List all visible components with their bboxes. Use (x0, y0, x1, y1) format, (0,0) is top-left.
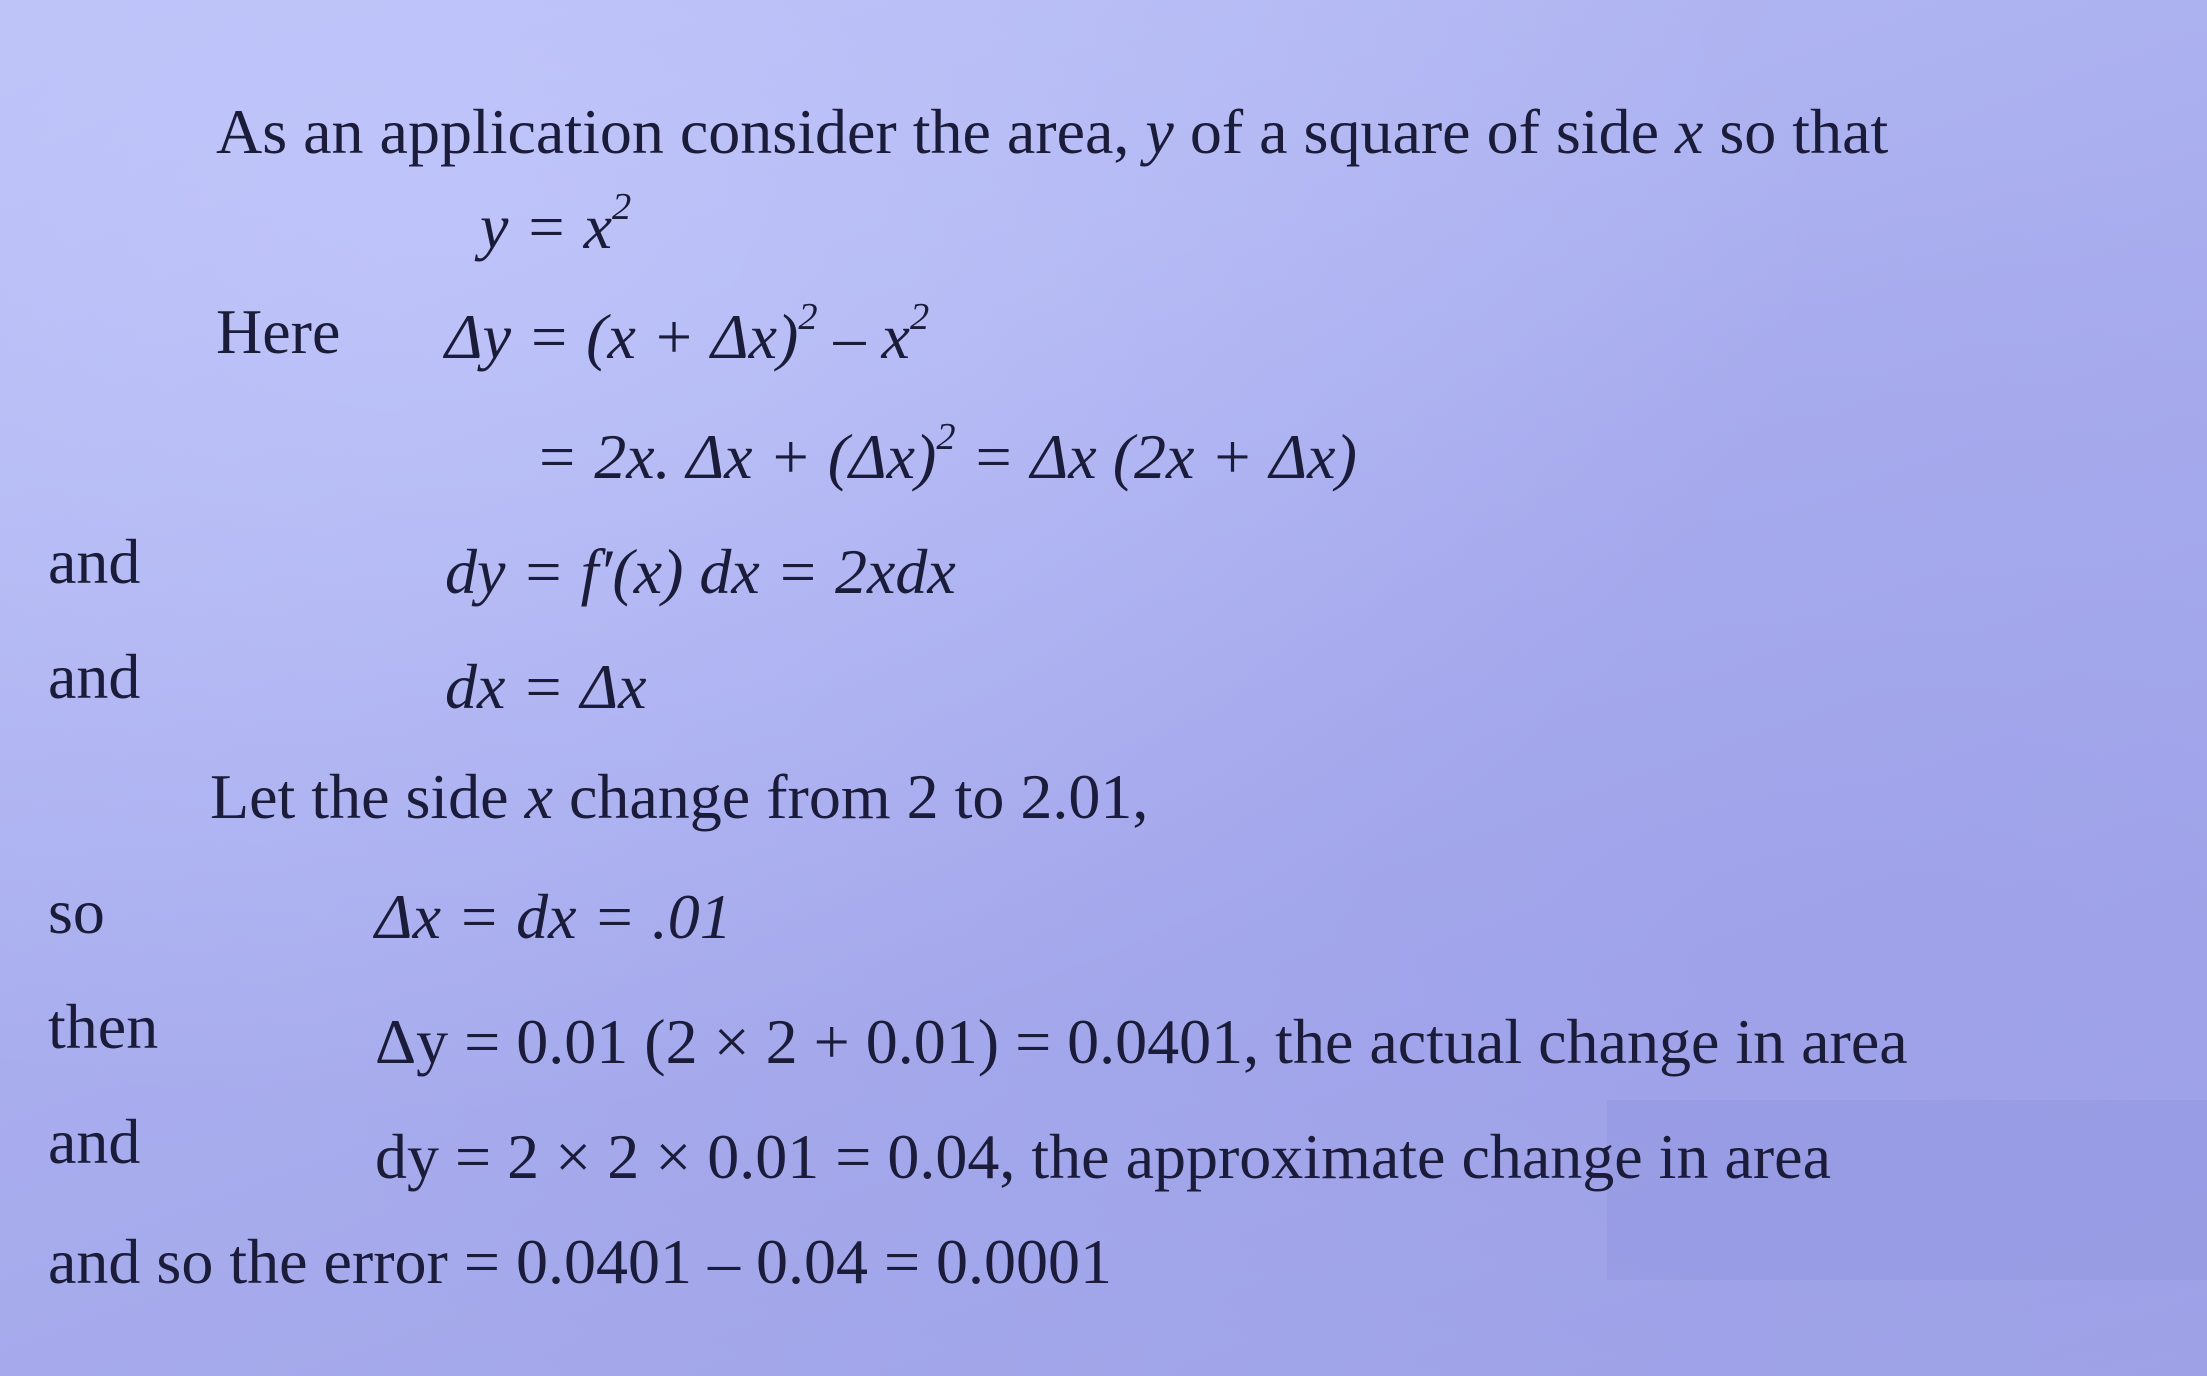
error-conclusion: and so the error = 0.0401 – 0.04 = 0.0001 (48, 1226, 1113, 1297)
label-and-2: and (48, 641, 141, 712)
delta-y-expansion (535, 416, 1357, 492)
expansion-part-b: = Δx (2x + Δx) (955, 421, 1357, 492)
intro-text-b: of a square of side (1173, 96, 1675, 167)
intro-text-a: As an application consider the area, (216, 96, 1146, 167)
intro-sentence (216, 96, 1889, 167)
delta-y-expr-a: Δy = (x + Δx) (445, 301, 799, 372)
label-so: so (48, 876, 105, 947)
dx-equals-delta-x: dx = Δx (445, 651, 647, 722)
dy-differential: dy = f′(x) dx = 2xdx (445, 536, 956, 607)
let-text-a: Let the side (210, 761, 525, 832)
delta-y-definition (445, 296, 930, 372)
here-label: Here (216, 296, 341, 367)
label-then: then (48, 991, 159, 1062)
eq1-equals: = (508, 191, 584, 262)
delta-y-exp1: 2 (798, 296, 818, 339)
expansion-exponent: 2 (936, 416, 956, 459)
delta-x-value: Δx = dx = .01 (375, 881, 732, 952)
delta-y-expr-b: – x (817, 301, 910, 372)
delta-y-exp2: 2 (909, 296, 930, 339)
let-text-b: change from 2 to 2.01, (552, 761, 1149, 832)
label-and-1: and (48, 526, 141, 597)
intro-text-c: so that (1703, 96, 1889, 167)
intro-var-y: y (1145, 96, 1174, 167)
actual-change-line: Δy = 0.01 (2 × 2 + 0.01) = 0.0401, the actual change in area (375, 1006, 1908, 1077)
expansion-part-a: = 2x. Δx + (Δx) (535, 421, 937, 492)
eq1-exponent: 2 (612, 186, 632, 229)
let-var-x: x (524, 761, 553, 832)
label-and-3: and (48, 1106, 141, 1177)
approximate-change-line: dy = 2 × 2 × 0.01 = 0.04, the approximate change in area (375, 1121, 1831, 1192)
eq1-base: x (583, 191, 612, 262)
equation-y-equals-x-squared (480, 186, 632, 262)
let-side-change-sentence (210, 761, 1149, 832)
intro-var-x: x (1674, 96, 1704, 167)
eq1-lhs: y (480, 191, 509, 262)
